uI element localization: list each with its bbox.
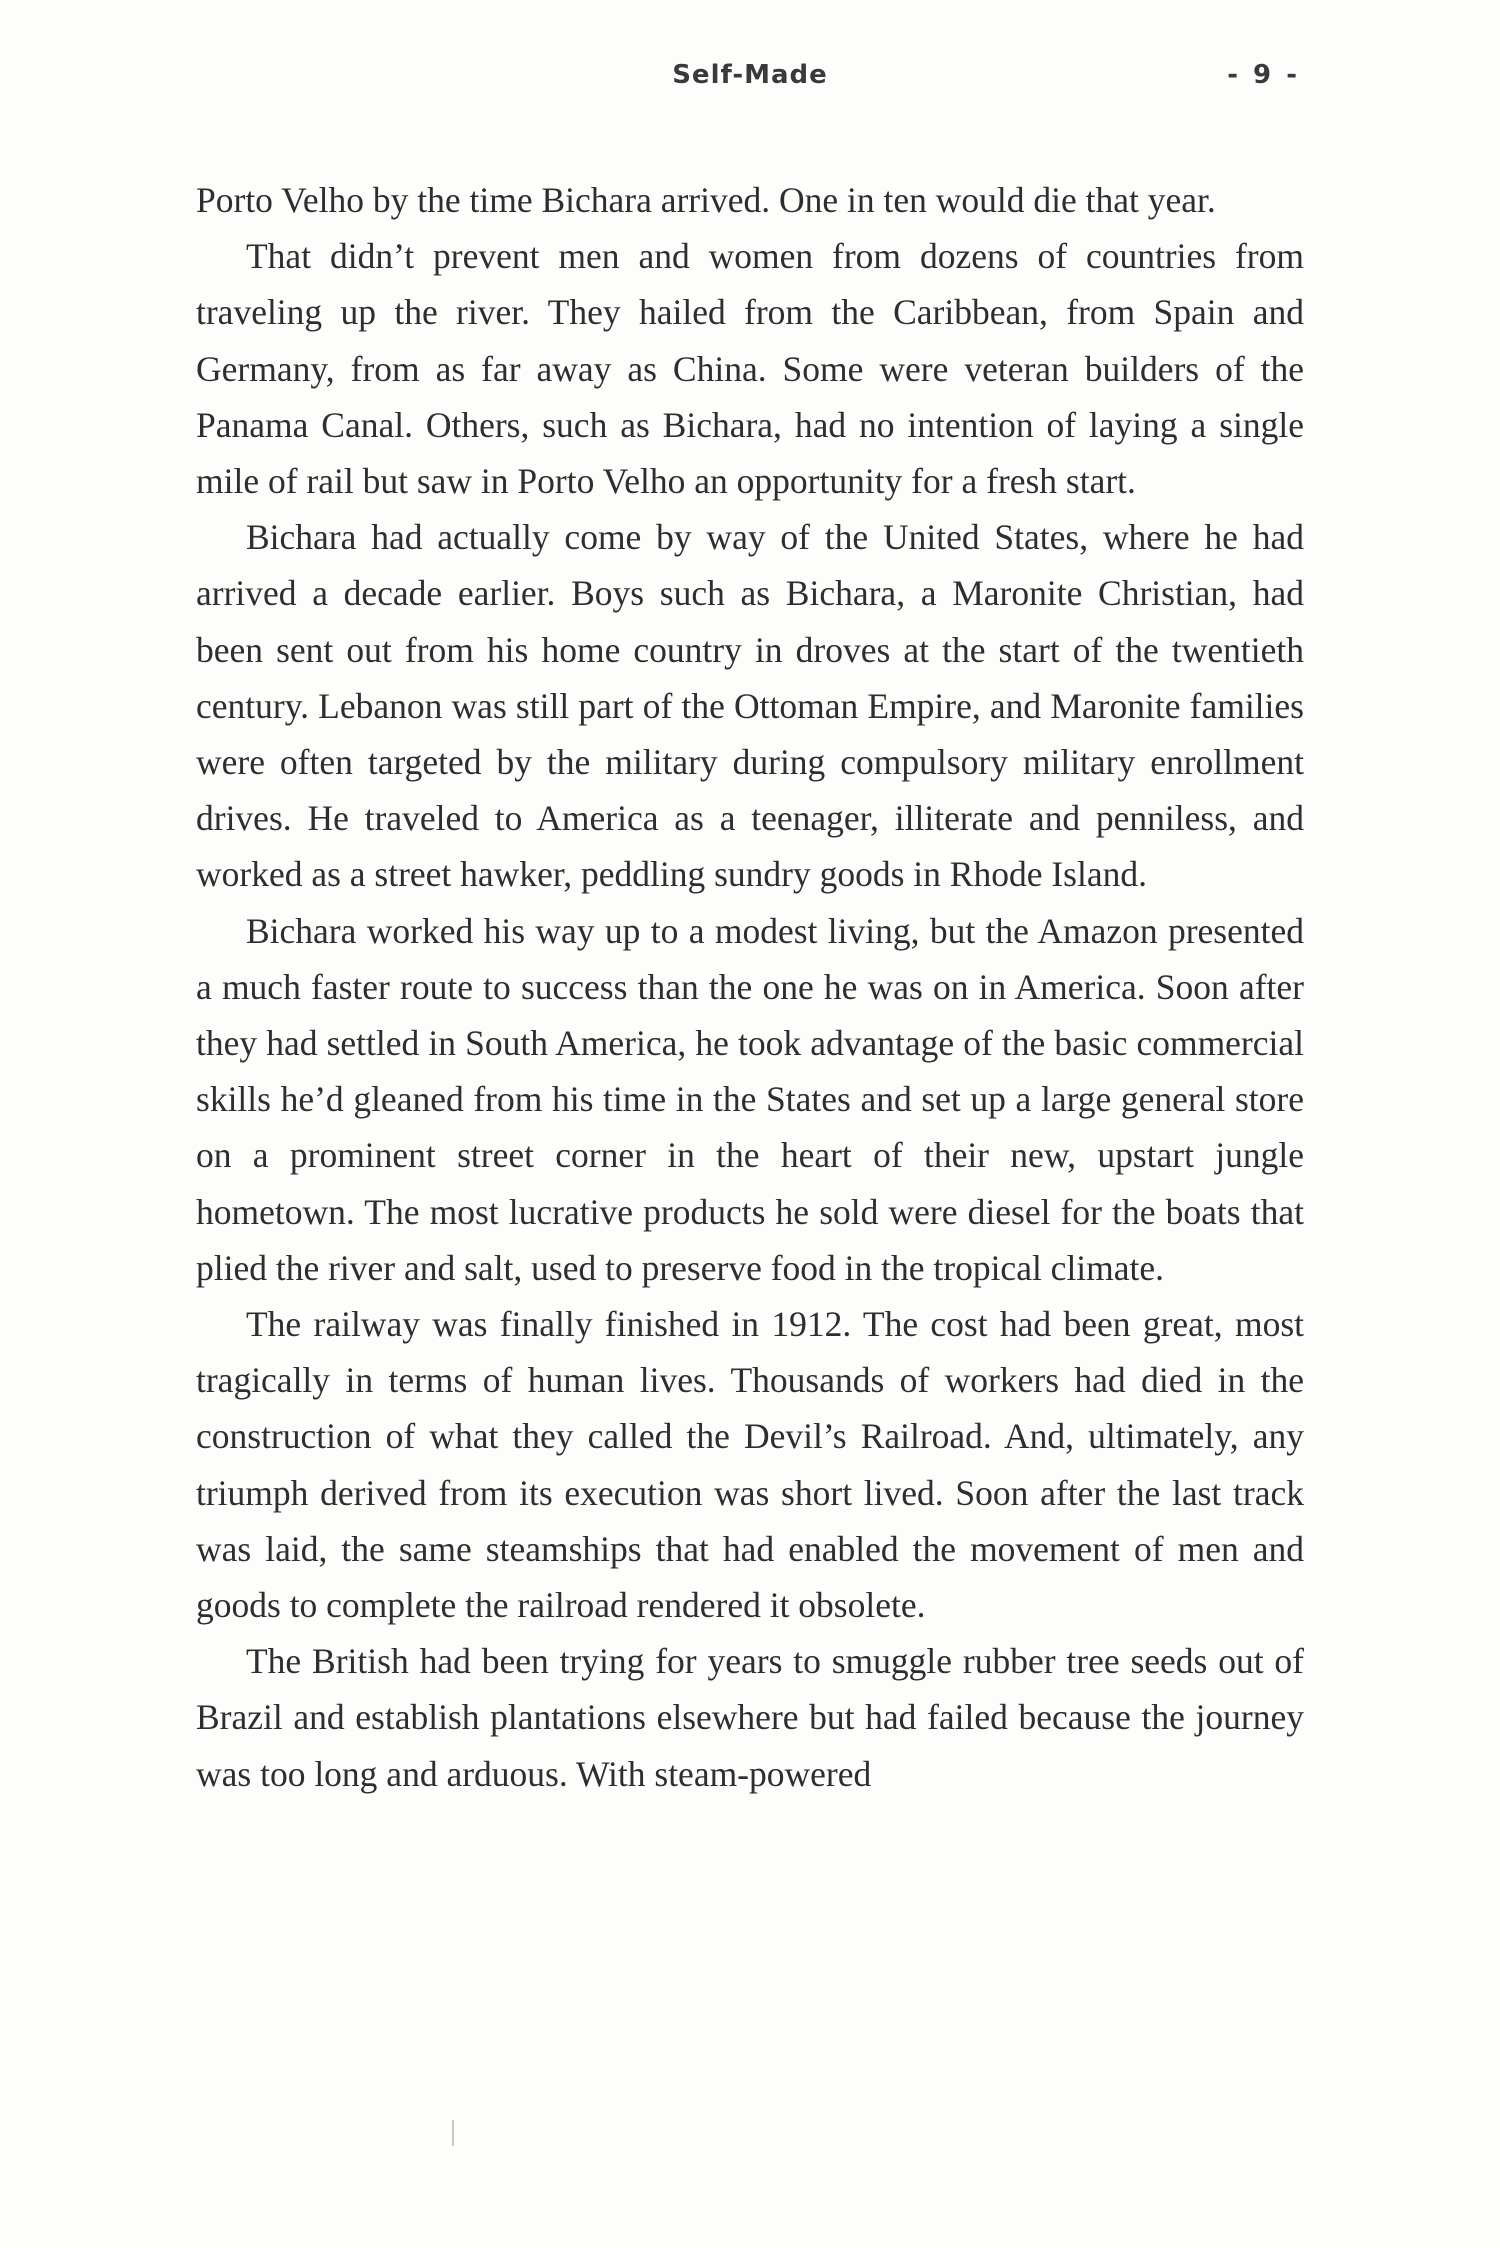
running-header xyxy=(196,60,1304,100)
body-text xyxy=(196,172,1304,1802)
paragraph: Bichara had actually come by way of the United States, where he had arrived a decade earlier. Boys such as Bichara, a Maronite Christian, had been sent out from his home country in droves at the start of the twentieth century. Lebanon was still part of the Ottoman Empire, and Maronite families were often targeted by the military during compulsory military enrollment drives. He traveled to America as a teenager, illiterate and penniless, and worked as a street hawker, peddling sundry goods in Rhode Island. xyxy=(196,517,1304,895)
paragraph: Bichara worked his way up to a modest living, but the Amazon presented a much faster route to success than the one he was on in America. Soon after they had settled in South America, he took advantage of the basic commercial skills he’d gleaned from his time in the States and set up a large general store on a prominent street corner in the heart of their new, upstart jungle hometown. The most lucrative products he sold were diesel for the boats that plied the river and salt, used to preserve food in the tropical climate. xyxy=(196,910,1304,1288)
paragraph: That didn’t prevent men and women from dozens of countries from traveling up the river. They hailed from the Caribbean, from Spain and Germany, from as far away as China. Some were veteran builders of the Panama Canal. Others, such as Bichara, had no intention of laying a single mile of rail but saw in Porto Velho an opportunity for a fresh start. xyxy=(196,236,1304,502)
page-number: - 9 - xyxy=(1227,60,1300,90)
paragraph: Porto Velho by the time Bichara arrived. One in ten would die that year. xyxy=(196,180,1216,220)
running-title: Self-Made xyxy=(672,60,828,90)
paragraph: The railway was finally finished in 1912. The cost had been great, most tragically in terms of human lives. Thousands of workers had died in the construction of what they called the Devil’s Railroad. And, ultimately, any triumph derived from its execution was short lived. Soon after the last track was laid, the same steamships that had enabled the movement of men and goods to complete the railroad rendered it obsolete. xyxy=(196,1304,1304,1626)
paragraph: The British had been trying for years to smuggle rubber tree seeds out of Brazil and establish plantations elsewhere but had failed because the journey was too long and arduous. With steam-powered xyxy=(196,1641,1304,1794)
page-crease-mark xyxy=(452,2120,454,2146)
